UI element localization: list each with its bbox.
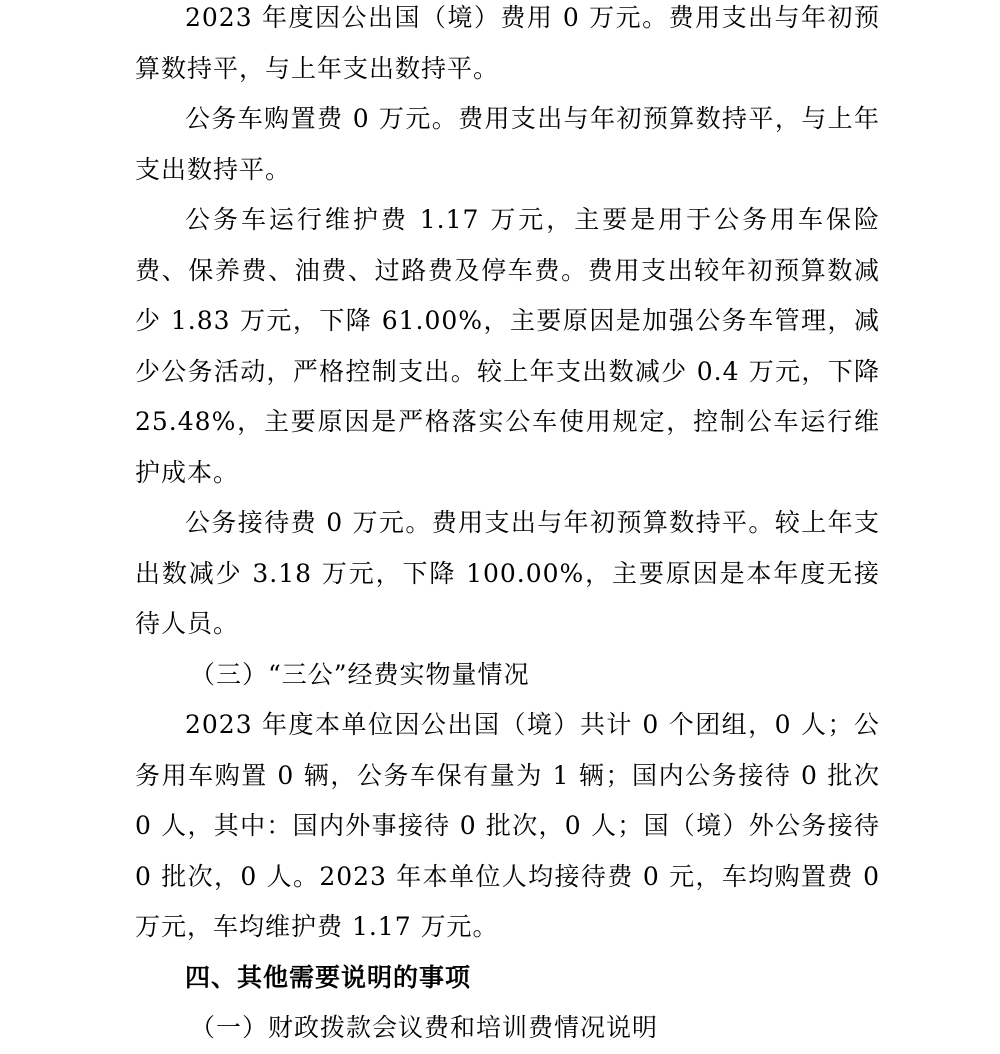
- paragraph-overseas-expense: 2023 年度因公出国（境）费用 0 万元。费用支出与年初预算数持平，与上年支出数持平。: [135, 3, 880, 83]
- paragraph-physical-quantity: 2023 年度本单位因公出国（境）共计 0 个团组，0 人；公务用车购置 0 辆，公务车保有量为 1 辆；国内公务接待 0 批次 0 人，其中：国内外事接待 0 批次，0 人；国（境）外公务接待 0 批次，0 人。2023 年本单位人均接待费 0 元，车均购置费 0 万元，车均维护费 1.17 万元。: [135, 710, 880, 941]
- section-heading-other-matters: 四、其他需要说明的事项: [185, 962, 472, 992]
- subheading-meeting-training: （一）财政拨款会议费和培训费情况说明: [190, 1013, 659, 1042]
- paragraph-vehicle-maintenance: 公务车运行维护费 1.17 万元，主要是用于公务用车保险费、保养费、油费、过路费及停车费。费用支出较年初预算数减少 1.83 万元，下降 61.00%，主要原因是加强公务车管理，减少公务活动，严格控制支出。较上年支出数减少 0.4 万元，下降 25.48%，主要原因是严格落实公车使用规定，控制公车运行维护成本。: [135, 205, 880, 487]
- paragraph-reception-expense: 公务接待费 0 万元。费用支出与年初预算数持平。较上年支出数减少 3.18 万元，下降 100.00%，主要原因是本年度无接待人员。: [135, 508, 880, 638]
- document-page: [135, 0, 880, 1054]
- paragraph-vehicle-purchase: 公务车购置费 0 万元。费用支出与年初预算数持平，与上年支出数持平。: [135, 104, 880, 184]
- subheading-physical-quantity: （三）“三公”经费实物量情况: [190, 659, 530, 689]
